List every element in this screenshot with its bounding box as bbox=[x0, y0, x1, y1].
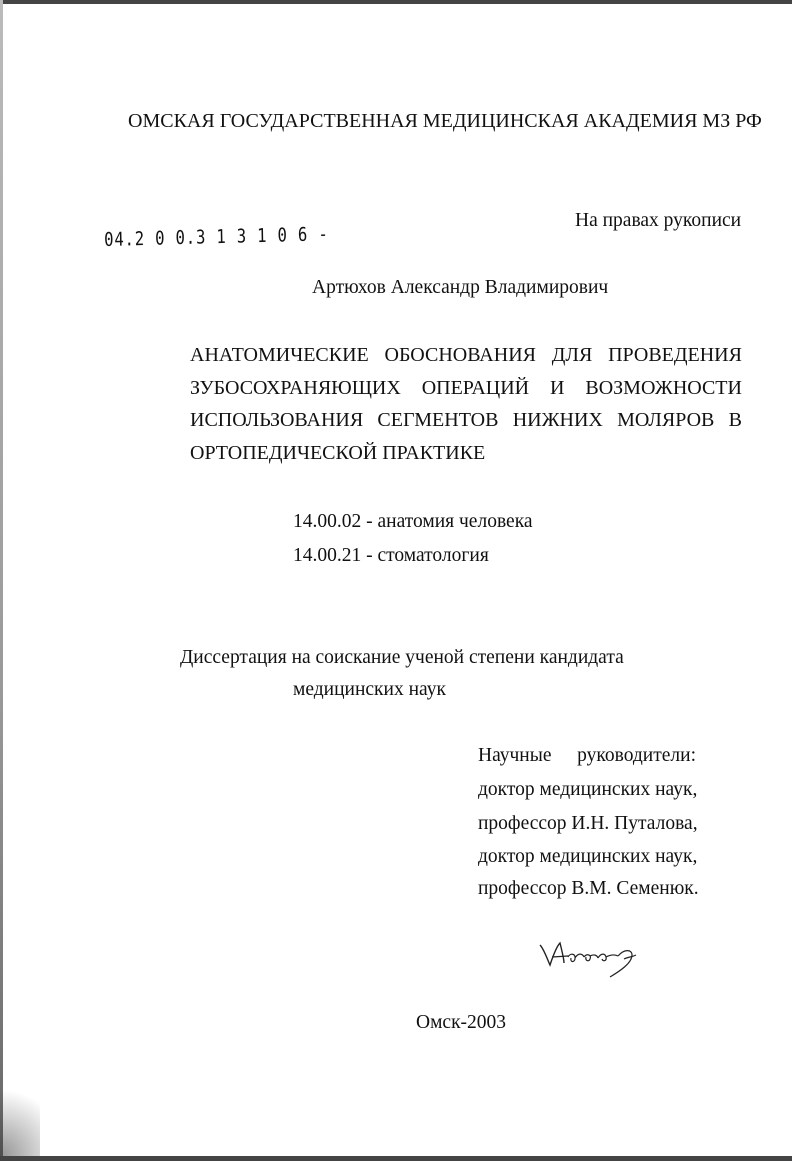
supervisor-line: доктор медицинских наук, bbox=[478, 846, 698, 867]
dissertation-degree-line: медицинских наук bbox=[293, 679, 446, 700]
title-word: МОЛЯРОВ bbox=[617, 409, 715, 431]
title-line bbox=[190, 339, 742, 372]
dissertation-degree-line: Диссертация на соискание ученой степени кандидата bbox=[180, 647, 624, 668]
supervisor-line: профессор И.Н. Путалова, bbox=[478, 813, 698, 834]
title-word: ЗУБОСОХРАНЯЮЩИХ bbox=[190, 376, 401, 399]
scan-border-bottom bbox=[0, 1156, 792, 1161]
supervisors-heading-word: руководители: bbox=[577, 745, 696, 766]
title-word: В bbox=[728, 409, 742, 431]
title-word: ОБОСНОВАНИЯ bbox=[384, 344, 536, 366]
city-year: Омск-2003 bbox=[416, 1012, 507, 1033]
rights-note: На правах рукописи bbox=[575, 210, 742, 231]
dissertation-title bbox=[190, 339, 742, 469]
registration-stamp: 04.2 0 0.3 1 3 1 0 6 - bbox=[104, 223, 329, 251]
title-line bbox=[190, 437, 742, 470]
supervisor-line: профессор В.М. Семенюк. bbox=[478, 878, 699, 899]
title-word: ОПЕРАЦИЙ bbox=[421, 376, 530, 399]
specialty-code-stomatology: 14.00.21 - стоматология bbox=[293, 545, 489, 566]
supervisors-heading bbox=[478, 745, 696, 767]
title-word: ВОЗМОЖНОСТИ bbox=[585, 376, 742, 399]
title-word: ПРОВЕДЕНИЯ bbox=[608, 344, 742, 366]
scan-corner-shadow bbox=[0, 1070, 40, 1156]
title-word: ИСПОЛЬЗОВАНИЯ bbox=[190, 409, 364, 431]
scan-border-top bbox=[0, 0, 792, 4]
specialty-code-anatomy: 14.00.02 - анатомия человека bbox=[293, 511, 533, 532]
author-name: Артюхов Александр Владимирович bbox=[312, 277, 609, 298]
title-word: СЕГМЕНТОВ bbox=[377, 409, 499, 431]
title-word: НИЖНИХ bbox=[512, 409, 603, 431]
supervisors-heading-word: Научные bbox=[478, 745, 552, 766]
title-word: ДЛЯ bbox=[551, 344, 593, 366]
author-signature bbox=[534, 935, 644, 981]
supervisor-line: доктор медицинских наук, bbox=[478, 779, 698, 800]
title-line bbox=[190, 372, 742, 405]
title-line bbox=[190, 404, 742, 437]
title-word: АНАТОМИЧЕСКИЕ bbox=[190, 344, 369, 366]
title-word: ОРТОПЕДИЧЕСКОЙ ПРАКТИКЕ bbox=[190, 441, 486, 464]
scan-border-left bbox=[0, 0, 3, 1161]
title-word: И bbox=[550, 376, 565, 399]
institution-heading: ОМСКАЯ ГОСУДАРСТВЕННАЯ МЕДИЦИНСКАЯ АКАДЕМИЯ МЗ РФ bbox=[128, 110, 762, 132]
